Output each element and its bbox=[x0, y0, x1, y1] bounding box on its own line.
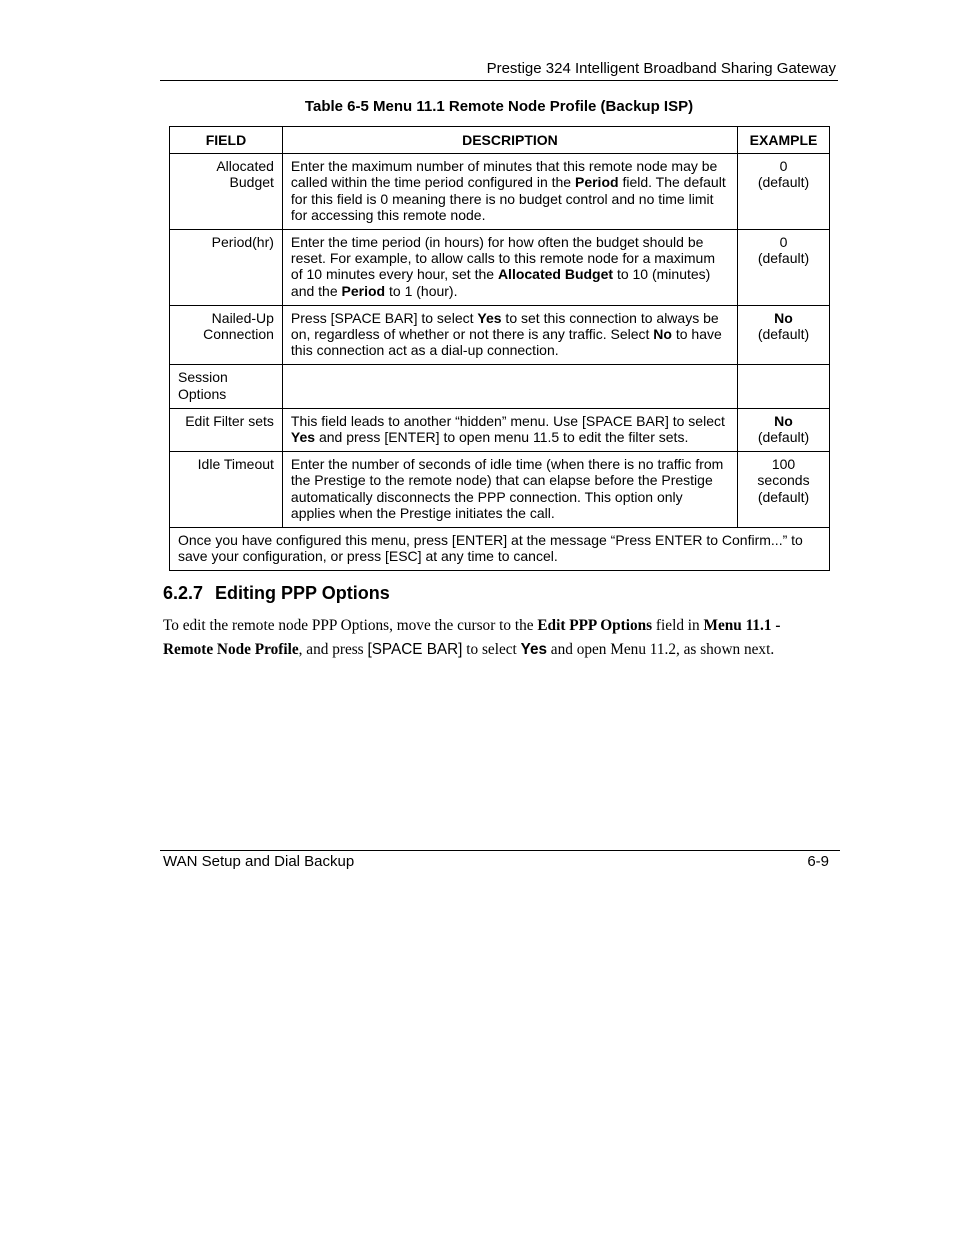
example-cell bbox=[738, 408, 830, 451]
example-value-line: 0 bbox=[779, 158, 788, 175]
text-run: Allocated Budget bbox=[497, 266, 614, 283]
text-run: field in bbox=[652, 617, 704, 634]
field-name-line: Budget bbox=[229, 174, 274, 191]
text-run: Enter the time period (in hours) for how often the budget should be reset. For example, to allow calls to this remote node for a maximum of 10 minutes every hour, set the bbox=[290, 234, 715, 283]
footer-rule bbox=[160, 850, 840, 851]
description-cell bbox=[282, 154, 737, 230]
text-run: Yes bbox=[290, 429, 316, 446]
text-run: Press [SPACE BAR] to select bbox=[290, 309, 478, 326]
field-cell bbox=[170, 230, 283, 306]
text-run: field. The default for this field is 0 meaning there is no budget control and no time limit for accessing this remote node. bbox=[290, 174, 726, 223]
text-run: to 1 (hour). bbox=[385, 282, 458, 299]
description-cell bbox=[282, 452, 737, 528]
table-row bbox=[170, 365, 830, 408]
field-name-line: Edit Filter sets bbox=[185, 412, 274, 429]
field-name-line: Connection bbox=[203, 326, 274, 343]
example-value-line: (default) bbox=[757, 174, 810, 191]
section-paragraph bbox=[163, 614, 823, 662]
table-row bbox=[170, 305, 830, 365]
field-name-line: Session bbox=[178, 369, 228, 386]
field-name-line: Allocated bbox=[216, 158, 274, 175]
field-name-line: Period(hr) bbox=[211, 234, 274, 251]
section-title: Editing PPP Options bbox=[215, 583, 390, 603]
field-name-line: Options bbox=[178, 385, 227, 402]
text-run: Menu 11.1 - Remote Node Profile bbox=[163, 617, 781, 658]
header-rule bbox=[160, 80, 838, 81]
table-footer-note: Once you have configured this menu, press [ENTER] at the message “Press ENTER to Confirm...” to save your configuration, or press [ESC] at any time to cancel. bbox=[170, 528, 830, 571]
field-description-table bbox=[169, 126, 830, 571]
column-header-description: DESCRIPTION bbox=[282, 127, 737, 154]
table-row bbox=[170, 408, 830, 451]
example-cell bbox=[738, 305, 830, 365]
table-row bbox=[170, 154, 830, 230]
text-run: This field leads to another “hidden” menu. Use [SPACE BAR] to select bbox=[290, 412, 725, 429]
text-run: Edit PPP Options bbox=[537, 617, 653, 634]
table-caption: Table 6-5 Menu 11.1 Remote Node Profile (Backup ISP) bbox=[304, 98, 694, 115]
example-value-line: (default) bbox=[757, 250, 810, 267]
text-run: Yes bbox=[520, 641, 547, 658]
text-run: Yes bbox=[477, 309, 502, 326]
text-run: to 10 (minutes) and the bbox=[290, 266, 711, 299]
text-run: and open Menu 11.2, as shown next. bbox=[546, 641, 775, 658]
footer-chapter: WAN Setup and Dial Backup bbox=[163, 853, 355, 870]
example-value-line: No bbox=[774, 309, 793, 326]
text-run: No bbox=[653, 326, 672, 343]
field-name-line: Idle Timeout bbox=[197, 456, 274, 473]
example-cell bbox=[738, 154, 830, 230]
table-footer-row bbox=[170, 528, 830, 571]
text-run: , and press bbox=[298, 641, 368, 658]
text-run: to select bbox=[462, 641, 521, 658]
section-heading bbox=[163, 583, 390, 604]
example-cell bbox=[738, 365, 830, 408]
text-run: To edit the remote node PPP Options, move the cursor to the bbox=[163, 617, 538, 634]
table-row bbox=[170, 452, 830, 528]
table-row bbox=[170, 230, 830, 306]
example-value-line: 100 bbox=[771, 456, 796, 473]
table-body bbox=[170, 154, 830, 571]
example-value-line: (default) bbox=[757, 326, 810, 343]
example-cell bbox=[738, 230, 830, 306]
example-value-line: No bbox=[774, 412, 793, 429]
example-value-line: seconds bbox=[757, 472, 810, 489]
table-header-row bbox=[170, 127, 830, 154]
field-cell bbox=[170, 365, 283, 408]
text-run: and press [ENTER] to open menu 11.5 to edit the filter sets. bbox=[315, 429, 689, 446]
description-cell bbox=[282, 230, 737, 306]
example-value-line: (default) bbox=[757, 429, 810, 446]
field-cell bbox=[170, 408, 283, 451]
field-cell bbox=[170, 305, 283, 365]
example-value-line: 0 bbox=[779, 234, 788, 251]
description-cell bbox=[282, 305, 737, 365]
field-cell bbox=[170, 154, 283, 230]
example-value-line: (default) bbox=[757, 488, 810, 505]
text-run: [SPACE BAR] bbox=[367, 641, 463, 658]
section-number: 6.2.7 bbox=[163, 583, 204, 603]
column-header-field: FIELD bbox=[170, 127, 283, 154]
text-run: Enter the number of seconds of idle time (when there is no traffic from the Prestige to the remote node) that can elapse before the Prestige automatically disconnects the PPP connection. This option only applies when the Prestige initiates the call. bbox=[290, 456, 724, 521]
text-run: Period bbox=[341, 282, 386, 299]
column-header-example: EXAMPLE bbox=[738, 127, 830, 154]
field-name-line: Nailed-Up bbox=[211, 309, 274, 326]
running-header: Prestige 324 Intelligent Broadband Sharing Gateway bbox=[486, 60, 836, 77]
text-run: Period bbox=[574, 174, 619, 191]
text-run: to set this connection to always be on, regardless of whether or not there is any traffic. Select bbox=[290, 309, 719, 343]
field-cell bbox=[170, 452, 283, 528]
description-cell bbox=[282, 408, 737, 451]
text-run: Enter the maximum number of minutes that this remote node may be called within the time period configured in the bbox=[290, 158, 718, 191]
description-cell bbox=[282, 365, 737, 408]
text-run: to have this connection act as a dial-up connection. bbox=[290, 326, 722, 359]
page-number: 6-9 bbox=[807, 853, 829, 870]
example-cell bbox=[738, 452, 830, 528]
